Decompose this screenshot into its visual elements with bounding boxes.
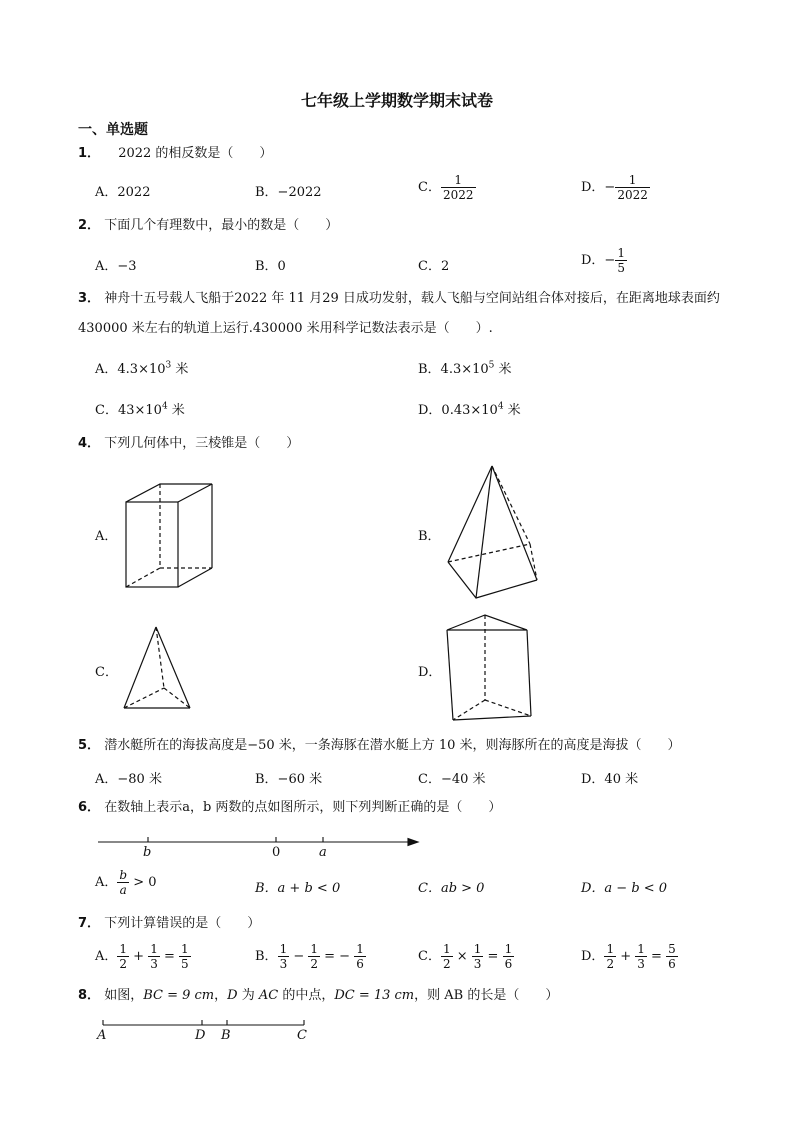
q7-option-a[interactable]: A． $\frac{1}{2}$ + $\frac{1}{3}$ = $\frac{1}{5}$ bbox=[95, 942, 189, 971]
cuboid-figure bbox=[118, 480, 218, 590]
option-label: D．− bbox=[581, 180, 616, 195]
axis-label-b: b bbox=[143, 845, 152, 860]
fraction: $\frac{1}{6}$ bbox=[504, 942, 513, 971]
operator: = bbox=[646, 949, 667, 964]
q5-option-c[interactable]: C．−40 米 bbox=[418, 772, 486, 787]
fraction: $\frac{1}{5}$ bbox=[617, 246, 625, 275]
q5-option-d[interactable]: D．40 米 bbox=[581, 772, 639, 787]
q2-option-b[interactable]: B．0 bbox=[255, 259, 286, 274]
square-pyramid-figure bbox=[440, 462, 545, 602]
q6-option-d[interactable]: D．a − b < 0 bbox=[581, 881, 668, 896]
operator: = − bbox=[320, 949, 355, 964]
question-number: 1． bbox=[78, 146, 101, 161]
question-5 bbox=[78, 735, 681, 757]
point-label-a: A bbox=[97, 1028, 107, 1043]
fraction: $\frac{1}{2}$ bbox=[606, 942, 615, 971]
question-3 bbox=[78, 284, 743, 344]
q1-option-a[interactable]: A．2022 bbox=[95, 185, 151, 200]
q7-option-b[interactable]: B． $\frac{1}{3}$ − $\frac{1}{2}$ = − $\frac{1}{6}$ bbox=[255, 942, 364, 971]
q3-option-c[interactable]: C．$43\times 10^4$ 米 bbox=[95, 401, 185, 418]
q7-option-c[interactable]: C． $\frac{1}{2}$ × $\frac{1}{3}$ = $\frac{1}{6}$ bbox=[418, 942, 513, 971]
fraction: $\frac{1}{2}$ bbox=[119, 942, 128, 971]
triangular-prism-figure bbox=[443, 612, 538, 724]
q1-option-d[interactable] bbox=[581, 173, 650, 202]
q3-option-d[interactable]: D．$0.43\times 10^4$ 米 bbox=[418, 401, 521, 418]
axis-label-0: 0 bbox=[272, 845, 281, 860]
question-number: 3． bbox=[78, 291, 101, 306]
point-label-b: B bbox=[221, 1028, 231, 1043]
q6-option-a[interactable]: A． $\frac{b}{a}$ > 0 bbox=[95, 868, 157, 897]
question-text: 在数轴上表示a，b 两数的点如图所示，则下列判断正确的是（ ） bbox=[104, 800, 502, 815]
question-number: 5． bbox=[78, 738, 101, 753]
fraction: $\frac{1}{6}$ bbox=[356, 942, 364, 971]
q4-option-d[interactable]: D． bbox=[418, 665, 442, 680]
question-text: 神舟十五号载人飞船于2022 年 11 月29 日成功发射，载人飞船与空间站组合体对接后，在距离地球表面约430000 米左右的轨道上运行.430000 米用科学记数法表示是（ ）. bbox=[78, 291, 720, 336]
question-text: 下列计算错误的是（ ） bbox=[104, 916, 261, 931]
option-label: D．− bbox=[581, 253, 616, 268]
question-4 bbox=[78, 433, 299, 455]
q3-option-b[interactable]: B．$4.3\times 10^5$ 米 bbox=[418, 360, 512, 377]
question-number: 2． bbox=[78, 218, 101, 233]
question-text: 潜水艇所在的海拔高度是−50 米，一条海豚在潜水艇上方 10 米，则海豚所在的高度是海拔（ ） bbox=[104, 738, 681, 753]
fraction: $\frac{1}{3}$ bbox=[279, 942, 288, 971]
question-6 bbox=[78, 797, 501, 819]
question-number: 4． bbox=[78, 436, 101, 451]
operator: = bbox=[159, 949, 180, 964]
q3-option-a[interactable]: A．$4.3\times 10^3$ 米 bbox=[95, 360, 189, 377]
fraction: $\frac{1}{5}$ bbox=[181, 942, 189, 971]
q5-option-a[interactable]: A．−80 米 bbox=[95, 772, 162, 787]
point-label-c: C bbox=[297, 1028, 307, 1043]
q5-option-b[interactable]: B．−60 米 bbox=[255, 772, 323, 787]
q2-option-c[interactable]: C．2 bbox=[418, 259, 450, 274]
q6-option-c[interactable]: C．ab > 0 bbox=[418, 881, 485, 896]
question-7 bbox=[78, 913, 260, 935]
fraction: $\frac{5}{6}$ bbox=[668, 942, 676, 971]
section-heading: 一、单选题 bbox=[78, 122, 148, 138]
question-2 bbox=[78, 215, 338, 237]
q2-option-d[interactable] bbox=[581, 246, 627, 275]
fraction: $\frac{1}{3}$ bbox=[473, 942, 482, 971]
question-number: 8． bbox=[78, 988, 101, 1003]
question-text: 下列几何体中，三棱锥是（ ） bbox=[104, 436, 300, 451]
operator: + bbox=[616, 949, 636, 964]
page-title: 七年级上学期数学期末试卷 bbox=[300, 91, 493, 110]
q4-option-c[interactable]: C． bbox=[95, 665, 118, 680]
q4-option-b[interactable]: B． bbox=[418, 529, 441, 544]
question-number: 6． bbox=[78, 800, 101, 815]
question-8: 8． 如图，BC = 9 cm，D 为 AC 的中点，DC = 13 cm，则 AB 的长是（ ） bbox=[78, 988, 559, 1003]
q6-option-b[interactable]: B．a + b < 0 bbox=[255, 881, 341, 896]
axis-label-a: a bbox=[319, 845, 327, 860]
operator: × bbox=[452, 949, 472, 964]
question-number: 7． bbox=[78, 916, 101, 931]
fraction: $\frac{1}{3}$ bbox=[637, 942, 645, 971]
operator: − bbox=[289, 949, 309, 964]
fraction: $\frac{1}{2}$ bbox=[442, 942, 451, 971]
q2-option-a[interactable]: A．−3 bbox=[95, 259, 137, 274]
fraction: $\frac{1}{2}$ bbox=[310, 942, 319, 971]
fraction: $\frac{1}{2022}$ bbox=[617, 173, 648, 202]
option-label: C． bbox=[418, 180, 441, 195]
fraction: $\frac{b}{a}$ bbox=[119, 868, 128, 897]
question-text: 2022 的相反数是（ ） bbox=[118, 146, 273, 161]
question-1 bbox=[78, 143, 272, 165]
point-label-d: D bbox=[195, 1028, 206, 1043]
q7-option-d[interactable]: D． $\frac{1}{2}$ + $\frac{1}{3}$ = $\frac{5}{6}$ bbox=[581, 942, 676, 971]
q1-option-b[interactable]: B．−2022 bbox=[255, 185, 322, 200]
question-text: 下面几个有理数中，最小的数是（ ） bbox=[104, 218, 339, 233]
triangular-pyramid-figure bbox=[118, 622, 198, 717]
operator: + bbox=[129, 949, 149, 964]
operator: = bbox=[483, 949, 503, 964]
q1-option-c[interactable] bbox=[418, 173, 476, 202]
fraction: $\frac{1}{2022}$ bbox=[442, 173, 474, 202]
q4-option-a[interactable]: A． bbox=[95, 529, 118, 544]
fraction: $\frac{1}{3}$ bbox=[150, 942, 158, 971]
